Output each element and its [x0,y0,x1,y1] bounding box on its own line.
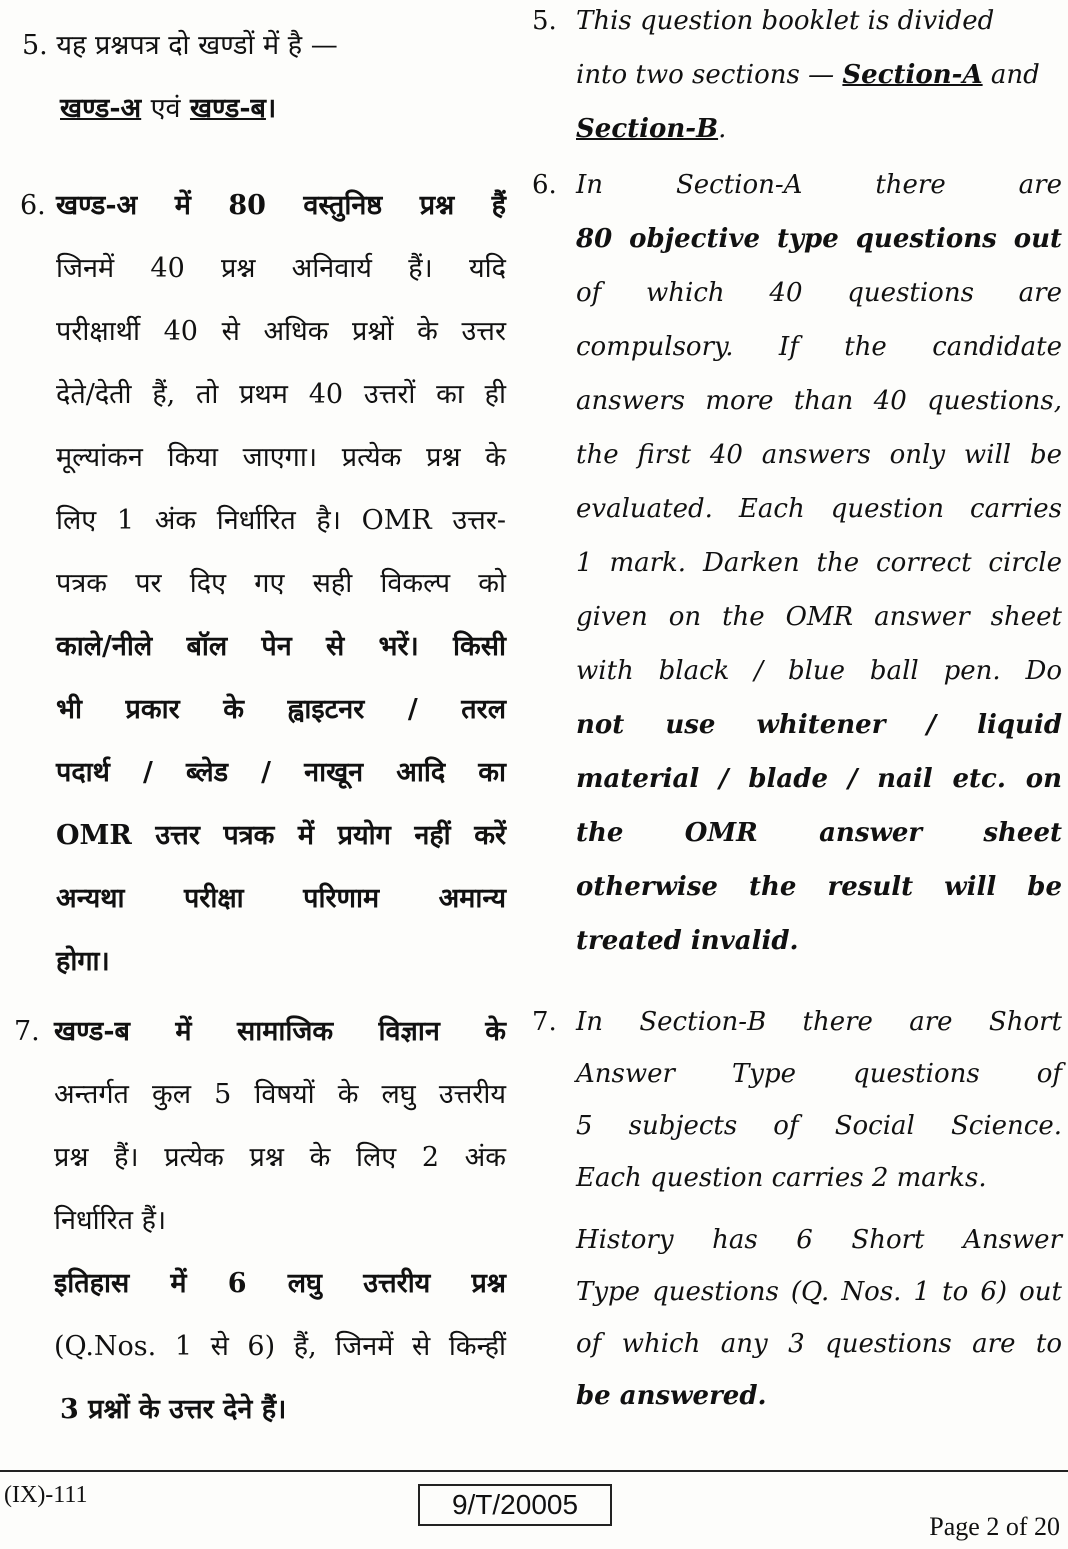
footer-rule [0,1470,1068,1472]
english-item-5 [532,0,1062,156]
hindi-item-6-line: अन्यथा परीक्षा परिणाम अमान्य [56,883,506,914]
hindi-item-6-line: परीक्षार्थी 40 से अधिक प्रश्नों के उत्तर [56,316,506,347]
hindi-item-6-line: पदार्थ / ब्लेड / नाखून आदि का [56,757,506,788]
hindi-item-7-body [14,1000,506,1441]
english-item-5-end: . [718,114,727,144]
english-item-6-line: In Section-A there are [576,170,1062,200]
hindi-item-7-line: इतिहास में 6 लघु उत्तरीय प्रश्न [54,1268,506,1299]
english-item-6-line: of which 40 questions are [576,278,1062,308]
hindi-item-6-line: काले/नीले बॉल पेन से भरें। किसी [56,631,506,662]
hindi-item-6-line: पत्रक पर दिए गए सही विकल्प को [56,568,506,599]
english-history-line: Type questions (Q. Nos. 1 to 6) out [576,1277,1062,1307]
hindi-item-5-text: यह प्रश्नपत्र दो खण्डों में है — [56,30,338,61]
hindi-item-6-line: भी प्रकार के ह्वाइटनर / तरल [56,694,506,725]
english-item-6-line: the first 40 answers only will be [576,440,1062,470]
hindi-item-5-end: । [265,93,277,124]
hindi-item-7-line: खण्ड-ब में सामाजिक विज्ञान के [54,1016,506,1047]
hindi-item-7-line: निर्धारित हैं। [54,1205,167,1236]
english-item-7-number: 7. [532,1007,557,1037]
booklet-code: 9/T/20005 [418,1484,612,1526]
hindi-item-7-line: प्रश्न हैं। प्रत्येक प्रश्न के लिए 2 अंक [54,1142,506,1173]
page-number: Page 2 of 20 [929,1512,1060,1541]
hindi-item-6-line: जिनमें 40 प्रश्न अनिवार्य हैं। यदि [56,253,506,284]
english-item-7 [532,996,1062,1422]
hindi-item-6-number: 6. [20,190,46,221]
english-item-5-line [576,102,1062,156]
english-item-6-line: otherwise the result will be [576,872,1062,902]
english-item-7-line: In Section-B there are Short [576,1007,1062,1037]
english-item-6-line: compulsory. If the candidate [576,332,1062,362]
hindi-section-a: खण्ड-अ [60,93,142,124]
hindi-item-6-line: खण्ड-अ में 80 वस्तुनिष्ठ प्रश्न हैं [56,190,506,221]
english-item-5-line [576,48,1062,102]
hindi-item-5-sections [22,77,506,140]
hindi-item-7-line: 3 प्रश्नों के उत्तर देने हैं। [60,1394,287,1425]
paper-code: (IX)-111 [4,1482,88,1508]
hindi-item-6-line: OMR उत्तर पत्रक में प्रयोग नहीं करें [56,820,506,851]
english-item-6-body [532,158,1062,968]
english-item-6-line: treated invalid. [576,926,799,956]
english-history-line: History has 6 Short Answer [576,1225,1062,1255]
english-item-6-line: material / blade / nail etc. on [576,764,1062,794]
english-item-6-line: with black / blue ball pen. Do [576,656,1062,686]
english-item-6-line: 80 objective type questions out [576,224,1062,254]
hindi-item-7-line: (Q.Nos. 1 से 6) हैं, जिनमें से किन्हीं [54,1331,506,1362]
english-section-b: Section-B [576,114,719,144]
english-history-line: be answered. [576,1381,767,1411]
hindi-item-7-number: 7. [14,1016,40,1047]
english-item-6-line: evaluated. Each question carries [576,494,1062,524]
english-item-6-line: 1 mark. Darken the correct circle [576,548,1062,578]
hindi-item-6-line: होगा। [56,946,110,977]
hindi-item-5-line [22,14,506,77]
hindi-section-b: खण्ड-ब [189,93,266,124]
hindi-item-6-line: लिए 1 अंक निर्धारित है। OMR उत्तर- [56,505,506,536]
english-history-line: of which any 3 questions are to [576,1329,1062,1359]
hindi-item-5 [22,14,506,140]
english-item-6-number: 6. [532,170,557,200]
english-item-7-body [532,996,1062,1422]
english-item-7-line: Each question carries 2 marks. [576,1163,987,1193]
english-and: and [990,60,1040,90]
english-item-5-number: 5. [532,6,557,36]
english-item-6 [532,158,1062,968]
hindi-item-6 [20,174,506,993]
english-item-7-line: 5 subjects of Social Science. [576,1111,1062,1141]
english-item-6-line: given on the OMR answer sheet [576,602,1062,632]
english-item-6-line: not use whitener / liquid [576,710,1062,740]
hindi-item-7-line: अन्तर्गत कुल 5 विषयों के लघु उत्तरीय [54,1079,506,1110]
hindi-item-5-number: 5. [22,30,48,61]
hindi-item-7 [14,1000,506,1441]
english-item-5-line: This question booklet is divided [576,6,995,36]
hindi-item-6-body [20,174,506,993]
english-item-5-text: into two sections — [576,60,835,90]
hindi-and: एवं [150,93,181,124]
hindi-item-6-line: देते/देती हैं, तो प्रथम 40 उत्तरों का ही [56,379,506,410]
english-item-5-body [532,0,1062,156]
english-item-7-line: Answer Type questions of [576,1059,1062,1089]
english-section-a: Section-A [842,60,983,90]
english-item-6-line: answers more than 40 questions, [576,386,1062,416]
hindi-item-6-line: मूल्यांकन किया जाएगा। प्रत्येक प्रश्न के [56,442,506,473]
english-item-6-line: the OMR answer sheet [576,818,1062,848]
